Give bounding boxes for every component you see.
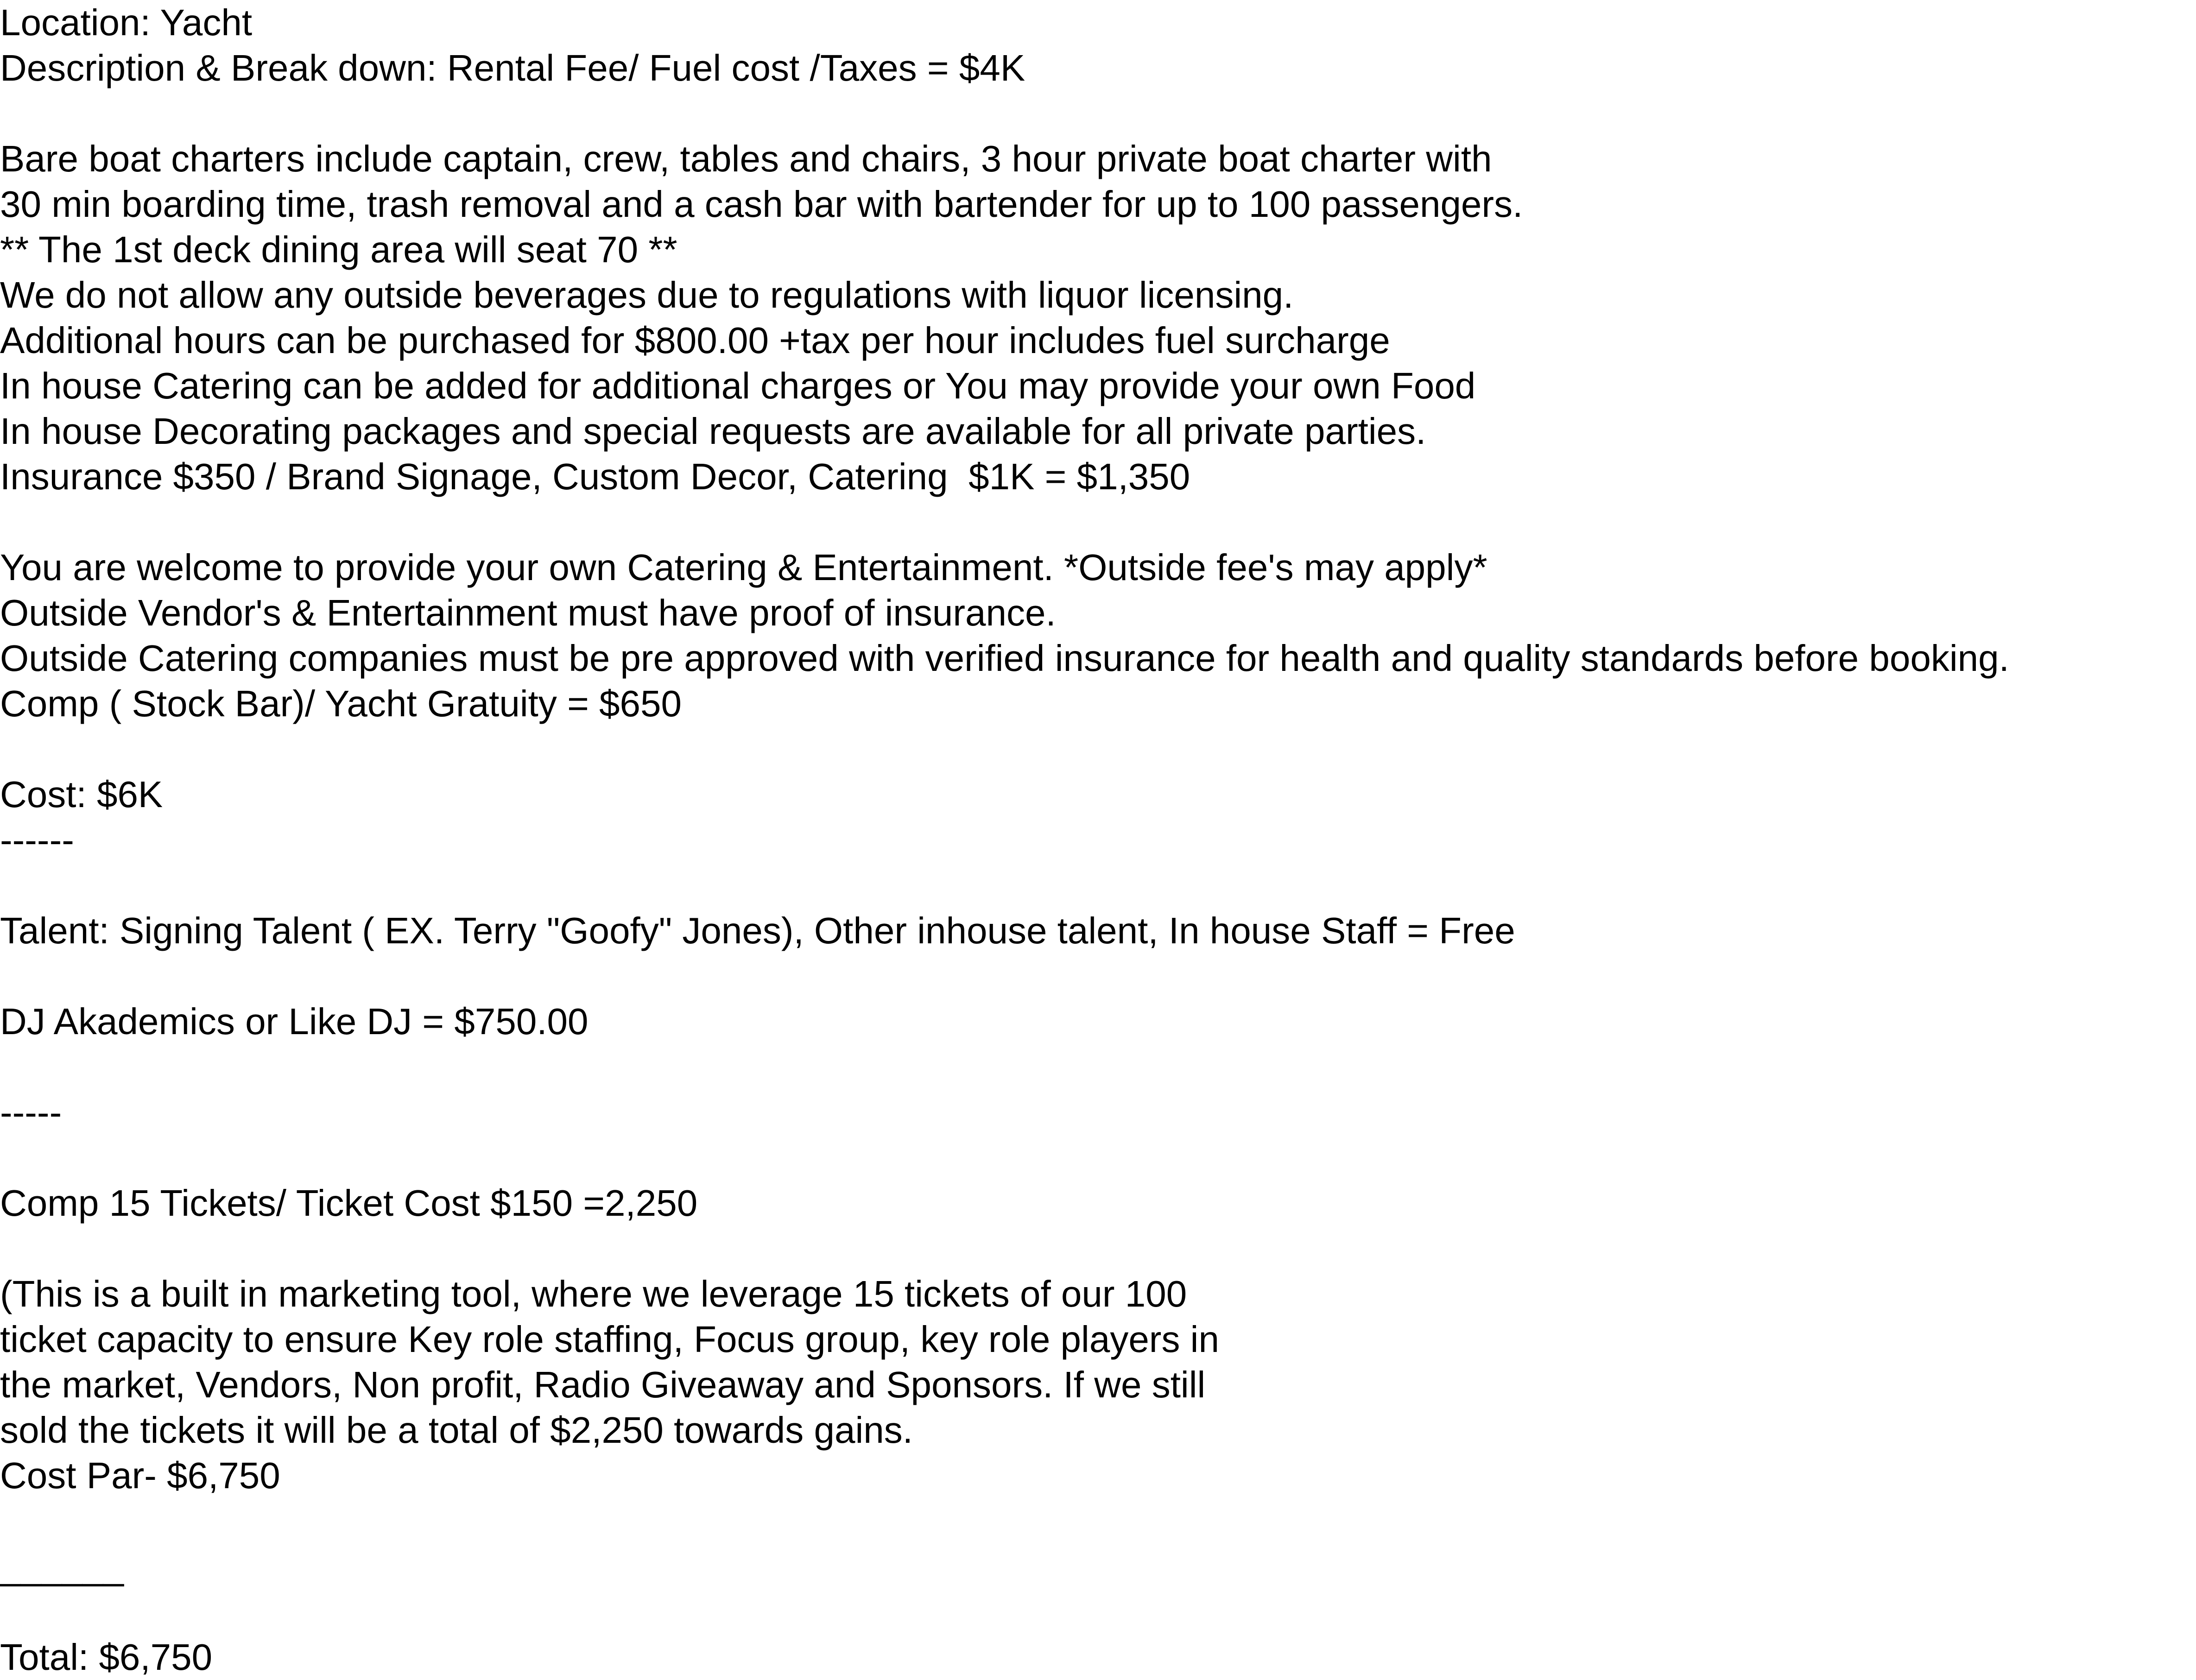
vendor-insurance-line: Outside Vendor's & Entertainment must have proof of insurance. <box>0 592 1056 633</box>
charter-details-line-2: 30 min boarding time, trash removal and a cash bar with bartender for up to 100 passengers. <box>0 183 1523 225</box>
blank-line <box>0 1226 2196 1271</box>
marketing-note-line-4: sold the tickets it will be a total of $2,250 towards gains. <box>0 1409 913 1451</box>
blank-line <box>0 499 2196 545</box>
blank-line <box>0 1044 2196 1090</box>
separator-line: ----- <box>0 1092 62 1133</box>
blank-line <box>0 726 2196 772</box>
marketing-note-line-3: the market, Vendors, Non profit, Radio Giveaway and Sponsors. If we still <box>0 1364 1206 1405</box>
blank-line <box>0 954 2196 999</box>
decorating-line: In house Decorating packages and special requests are available for all private parties. <box>0 411 1426 452</box>
talent-line: Talent: Signing Talent ( EX. Terry "Goofy" Jones), Other inhouse talent, In house Staff = Free <box>0 910 1515 951</box>
blank-line <box>0 1498 2196 1544</box>
dining-area-note: ** The 1st deck dining area will seat 70 ** <box>0 229 677 270</box>
blank-line <box>0 1589 2196 1635</box>
additional-hours-line: Additional hours can be purchased for $800.00 +tax per hour includes fuel surcharge <box>0 320 1390 361</box>
marketing-note-line-2: ticket capacity to ensure Key role staffing, Focus group, key role players in <box>0 1319 1219 1360</box>
beverage-policy-line: We do not allow any outside beverages due to regulations with liquor licensing. <box>0 274 1294 316</box>
catering-line: In house Catering can be added for additional charges or You may provide your own Food <box>0 365 1476 406</box>
cost-par-line: Cost Par- $6,750 <box>0 1455 280 1496</box>
gratuity-line: Comp ( Stock Bar)/ Yacht Gratuity = $650 <box>0 683 682 724</box>
insurance-line: Insurance $350 / Brand Signage, Custom Decor, Catering $1K = $1,350 <box>0 456 1190 497</box>
blank-line <box>0 1135 2196 1181</box>
comp-tickets-line: Comp 15 Tickets/ Ticket Cost $150 =2,250 <box>0 1182 698 1224</box>
blank-line <box>0 91 2196 136</box>
cost-line: Cost: $6K <box>0 774 163 815</box>
underscore-separator: ______ <box>0 1546 124 1587</box>
location-line: Location: Yacht <box>0 2 253 43</box>
dj-line: DJ Akademics or Like DJ = $750.00 <box>0 1001 589 1042</box>
separator-line: ------ <box>0 819 74 860</box>
catering-approval-line: Outside Catering companies must be pre approved with verified insurance for health and quality standards before booking. <box>0 638 2009 679</box>
marketing-note-line-1: (This is a built in marketing tool, where we leverage 15 tickets of our 100 <box>0 1273 1187 1314</box>
description-line: Description & Break down: Rental Fee/ Fuel cost /Taxes = $4K <box>0 47 1025 88</box>
total-line: Total: $6,750 <box>0 1636 213 1678</box>
outside-catering-welcome-line: You are welcome to provide your own Catering & Entertainment. *Outside fee's may apply* <box>0 547 1487 588</box>
charter-details-line-1: Bare boat charters include captain, crew, tables and chairs, 3 hour private boat charter with <box>0 138 1492 179</box>
blank-line <box>0 863 2196 908</box>
